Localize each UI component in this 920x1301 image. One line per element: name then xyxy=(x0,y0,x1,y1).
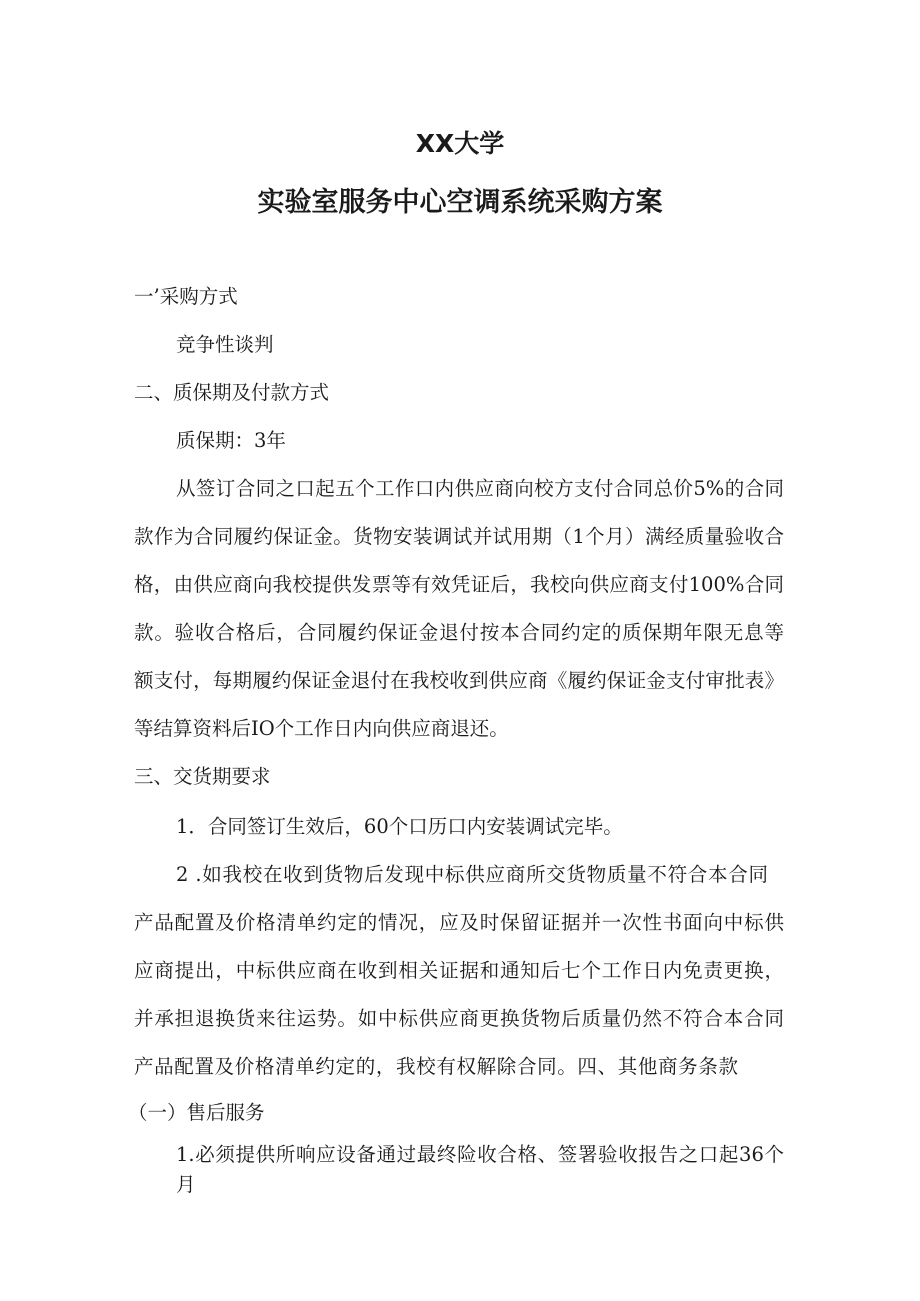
payment-paragraph-line: 从签订合同之口起五个工作口内供应商向校方支付合同总价5%的合同 xyxy=(176,477,784,500)
delivery-item-2-line: 产品配置及价格清单约定的，我校有权解除合同。四、其他商务条款 xyxy=(134,1055,738,1078)
delivery-item-2-line: 并承担退换货来往运势。如中标供应商更换货物后质量仍然不符合本合同 xyxy=(134,1007,784,1030)
document-title: XX大学 xyxy=(415,129,505,158)
section-1-body: 竞争性谈判 xyxy=(176,333,274,356)
payment-paragraph-line: 等结算资料后IO个工作日内向供应商退还。 xyxy=(134,717,509,740)
section-2-heading: 二、质保期及付款方式 xyxy=(134,381,330,404)
payment-paragraph-line: 款。验收合格后，合同履约保证金退付按本合同约定的质保期年限无息等 xyxy=(134,621,784,644)
payment-paragraph-line: 额支付，每期履约保证金退付在我校收到供应商《履约保证金支付审批表》 xyxy=(134,669,784,692)
payment-paragraph-line: 格，由供应商向我校提供发票等有效凭证后，我校向供应商支付100%合同 xyxy=(134,573,784,596)
warranty-period: 质保期：3年 xyxy=(176,429,286,452)
delivery-item-1: 1．合同签订生效后，60个口历口内安装调试完毕。 xyxy=(176,815,623,838)
payment-paragraph-line: 款作为合同履约保证金。货物安装调试并试用期（1个月）满经质量验收合 xyxy=(134,525,784,548)
delivery-item-2-line: 2 .如我校在收到货物后发现中标供应商所交货物质量不符合本合同 xyxy=(176,863,768,886)
delivery-item-2-line: 应商提出，中标供应商在收到相关证据和通知后七个工作日内免责更换， xyxy=(134,959,784,982)
section-1-heading: 一’采购方式 xyxy=(134,285,238,308)
delivery-item-2-line: 产品配置及价格清单约定的情况，应及时保留证据并一次性书面向中标供 xyxy=(134,911,784,934)
section-3-heading: 三、交货期要求 xyxy=(134,765,271,788)
document-subtitle: 实验室服务中心空调系统采购方案 xyxy=(257,187,663,218)
after-sales-item-1: 1.必须提供所响应设备通过最终险收合格、签署验收报告之口起36个月 xyxy=(176,1143,784,1196)
after-sales-heading: （一）售后服务 xyxy=(128,1101,265,1124)
